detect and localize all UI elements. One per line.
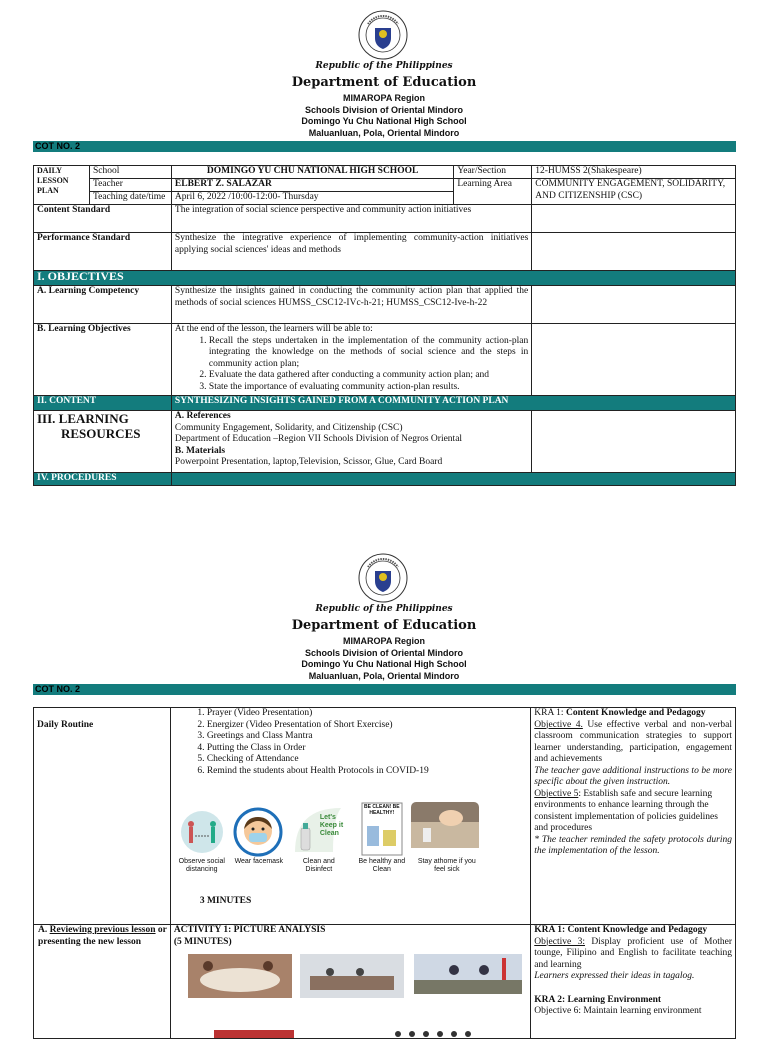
- teacher-label: Teacher: [89, 179, 171, 192]
- classroom-photo-icon: [188, 954, 292, 998]
- objectives-heading: I. OBJECTIVES: [34, 271, 736, 286]
- list-item: 1. Prayer (Video Presentation): [207, 708, 527, 720]
- resources-label-2: RESOURCES: [61, 426, 141, 441]
- kra-title: Content Knowledge and Pedagogy: [565, 708, 706, 718]
- division-text: Schools Division of Oriental Mindoro: [304, 648, 463, 658]
- year-value: 12-HUMSS 2(Shakespeare): [532, 166, 736, 179]
- reference-item: Community Engagement, Solidarity, and Citizenship (CSC): [174, 422, 403, 433]
- resources-cell: [171, 411, 531, 473]
- school-value: DOMINGO YU CHU NATIONAL HIGH SCHOOL: [171, 166, 453, 179]
- list-item: 5. Checking of Attendance: [207, 754, 527, 766]
- deped-seal-icon: [358, 553, 408, 603]
- protocol-caption: Observe social distancing: [178, 858, 225, 873]
- region-text: MIMAROPA Region: [343, 636, 425, 646]
- region-text: MIMAROPA Region: [343, 93, 425, 103]
- kra-label: KRA 1:: [534, 708, 564, 718]
- content-value: SYNTHESIZING INSIGHTS GAINED FROM A COMMUNITY ACTION PLAN: [171, 396, 735, 411]
- poster-text: BE CLEAN! BE HEALTHY!: [364, 804, 400, 816]
- division-text: Schools Division of Oriental Mindoro: [304, 105, 463, 115]
- area-value: COMMUNITY ENGAGEMENT, SOLIDARITY, AND CITIZENSHIP (CSC): [532, 179, 736, 205]
- routine-kra-cell: [531, 708, 736, 925]
- address-text: Maluanluan, Pola, Oriental Mindoro: [308, 671, 460, 681]
- review-label-underlined: Reviewing previous lesson: [49, 925, 156, 935]
- meeting-photo-icon: [300, 954, 404, 998]
- objective-5-text: : Establish safe and secure learning environments to enhance learning through the consistent implementation of policies guidelines and procedures: [534, 788, 718, 833]
- routine-list: [174, 708, 527, 777]
- picture-analysis-photos: [174, 948, 527, 1038]
- list-item: 6. Remind the students about Health Protocols in COVID-19: [207, 766, 527, 778]
- address-text: Maluanluan, Pola, Oriental Mindoro: [308, 128, 460, 138]
- kra-1-title: KRA 1: Content Knowledge and Pedagogy: [534, 925, 708, 935]
- objective-3-label: Objective 3:: [534, 936, 585, 947]
- daily-routine-label: Daily Routine: [34, 708, 171, 925]
- content-standard-label: Content Standard: [34, 205, 172, 233]
- performance-standard-label: Performance Standard: [34, 233, 172, 271]
- list-item: 2. Energizer (Video Presentation of Short Exercise): [207, 720, 527, 732]
- procedures-table: [33, 707, 736, 1039]
- performance-standard-value: Synthesize the integrative experience of implementing community-action initiatives applying social sciences' ideas and methods: [171, 233, 531, 271]
- procedures-label: IV. PROCEDURES: [34, 473, 172, 486]
- list-item: 3. Greetings and Class Mantra: [207, 731, 527, 743]
- lo-list: [175, 336, 528, 394]
- learning-objectives-cell: [171, 324, 531, 396]
- protocol-caption: Clean and Disinfect: [302, 858, 335, 873]
- dlp-label: DAILY LESSON PLAN: [34, 166, 90, 205]
- stay-home-sick-icon: [411, 802, 479, 848]
- objective-6-text: Objective 6: Maintain learning environment: [534, 1006, 702, 1016]
- content-standard-value: The integration of social science perspective and community action initiatives: [171, 205, 531, 233]
- list-item: 2. Evaluate the data gathered after conducting a community action plan; and: [209, 370, 528, 382]
- lesson-plan-table: [33, 165, 736, 486]
- cot-band: [33, 684, 736, 695]
- objective-3-text: Display proficient use of Mother tounge, Filipino and English to facilitate teaching and learning: [534, 936, 732, 970]
- date-value: April 6, 2022 /10:00-12:00- Thursday: [171, 192, 453, 205]
- year-label: Year/Section: [454, 166, 532, 179]
- deped-seal-icon: [358, 10, 408, 60]
- competency-value: Synthesize the insights gained in conducting the community action plan that applied the methods of social sciences HUMSS_CSC12-IVc-h-21; HUMSS_CSC12-Ive-h-22: [171, 286, 531, 324]
- list-item: 3. State the importance of evaluating community action-plan results.: [209, 382, 528, 394]
- republic-text: Republic of the Philippines: [315, 61, 453, 71]
- facemask-icon: [233, 807, 283, 857]
- objective-4-note: The teacher gave additional instructions to be more specific about the given instruction.: [534, 765, 732, 787]
- materials-heading: B. Materials: [174, 445, 226, 456]
- area-label: Learning Area: [454, 179, 532, 205]
- reference-item: Department of Education –Region VII Schools Division of Negros Oriental: [174, 434, 463, 444]
- school-text: Domingo Yu Chu National High School: [301, 116, 467, 126]
- protocol-caption: Wear facemask: [234, 858, 284, 865]
- review-label: [34, 925, 171, 1039]
- competency-label: A. Learning Competency: [34, 286, 172, 324]
- school-label: School: [89, 166, 171, 179]
- protocol-caption: Stay athome if you feel sick: [417, 858, 476, 873]
- health-protocols-graphic: [174, 804, 527, 888]
- review-cell: [170, 925, 530, 1039]
- activity-title: ACTIVITY 1: PICTURE ANALYSIS: [173, 925, 326, 935]
- review-kra-cell: [531, 925, 736, 1039]
- group-photo-icon: [388, 1030, 498, 1038]
- daily-routine-cell: [170, 708, 530, 925]
- resources-label: [34, 411, 172, 473]
- cot-label: COT NO. 2: [35, 684, 81, 694]
- objective-5-label: Objective 5: [534, 788, 579, 799]
- materials-item: Powerpoint Presentation, laptop,Television, Scissor, Glue, Card Board: [174, 457, 443, 467]
- social-distancing-icon: [177, 810, 227, 855]
- teacher-value: ELBERT Z. SALAZAR: [171, 179, 453, 192]
- cot-band: [33, 141, 736, 152]
- review-label-a: A.: [38, 925, 48, 935]
- routine-minutes: 3 MINUTES: [199, 896, 252, 906]
- objective-4-text: Use effective verbal and non-verbal classroom communication strategies to support learner understanding, participation, engagement and achievements: [534, 719, 732, 764]
- review-label-rest: or presenting the new lesson: [38, 925, 167, 947]
- references-heading: A. References: [174, 411, 231, 421]
- activity-minutes: (5 MINUTES): [173, 936, 232, 947]
- date-label: Teaching date/time: [89, 192, 171, 205]
- department-title: Department of Education: [291, 75, 477, 90]
- lo-intro: At the end of the lesson, the learners will be able to:: [174, 324, 373, 334]
- protocol-caption: Be healthy and Clean: [358, 858, 406, 873]
- cot-label: COT NO. 2: [35, 141, 81, 151]
- republic-text: Republic of the Philippines: [315, 604, 453, 614]
- list-item: 1. Recall the steps undertaken in the implementation of the community action-plan integrating the knowledge on the methods of social science and the steps in community action plan;: [209, 336, 528, 371]
- activity-photo-icon: [214, 1030, 294, 1038]
- kra-2-title: KRA 2: Learning Environment: [534, 994, 662, 1005]
- objective-5-note: * The teacher reminded the safety protocols during the implementation of the lesson.: [534, 834, 732, 856]
- content-label: II. CONTENT: [34, 396, 172, 411]
- school-text: Domingo Yu Chu National High School: [301, 659, 467, 669]
- officials-photo-icon: [414, 954, 522, 994]
- objective-3-note: Learners expressed their ideas in tagalog.: [534, 971, 695, 981]
- sign-text: Let's Keep it Clean: [319, 814, 344, 837]
- department-title: Department of Education: [291, 618, 477, 633]
- resources-label-1: III. LEARNING: [37, 411, 129, 426]
- learning-objectives-label: B. Learning Objectives: [34, 324, 172, 396]
- list-item: 4. Putting the Class in Order: [207, 743, 527, 755]
- objective-4-label: Objective 4.: [534, 719, 583, 730]
